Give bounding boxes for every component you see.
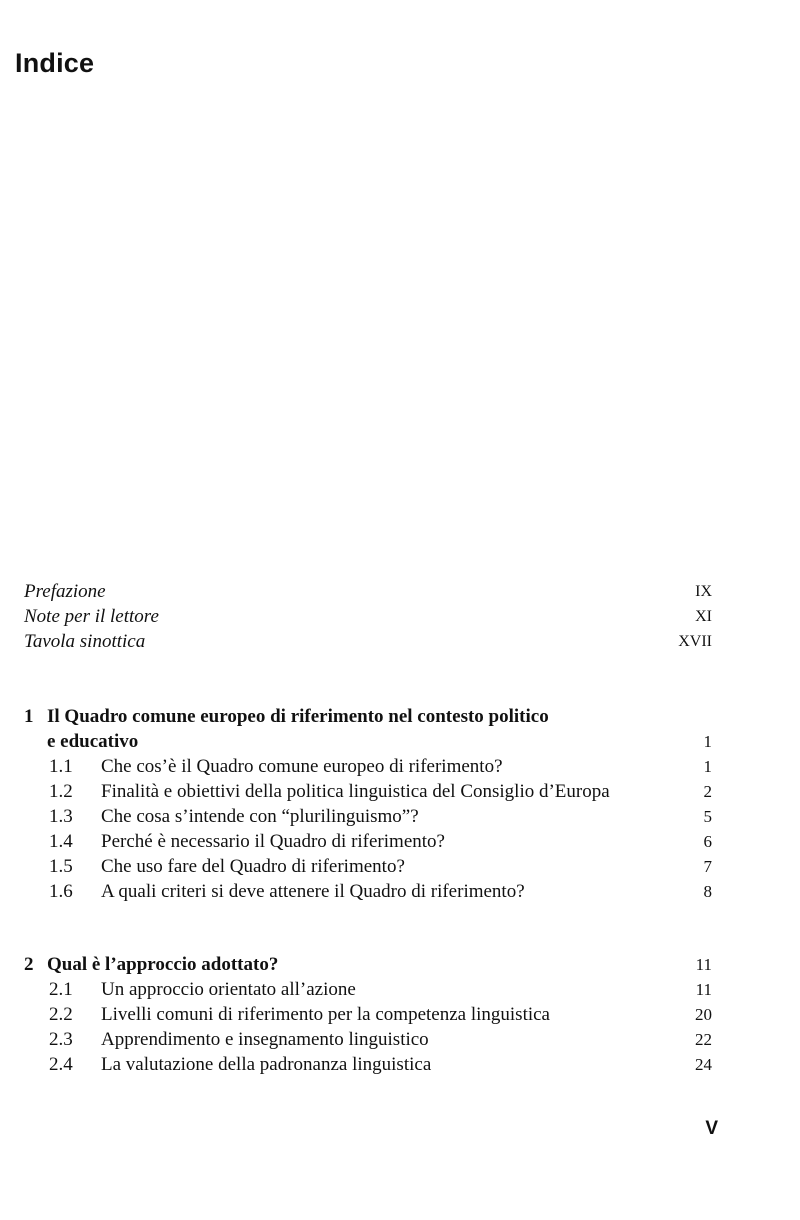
page-folio: V — [705, 1118, 718, 1139]
section-page: 22 — [695, 1030, 712, 1049]
chapter-title: Qual è l’approccio adottato? — [47, 954, 279, 975]
toc-section-2-1[interactable] — [0, 978, 800, 1002]
section-page: 24 — [695, 1055, 712, 1074]
section-title: Perché è necessario il Quadro di riferimento? — [101, 831, 445, 852]
toc-section-1-3[interactable] — [0, 805, 800, 829]
section-page: 6 — [703, 832, 712, 851]
section-page: 11 — [695, 980, 712, 999]
chapter-page: 1 — [703, 732, 712, 751]
toc-entry-title: Prefazione — [24, 581, 106, 602]
chapter-title: Il Quadro comune europeo di riferimento nel contesto politico — [47, 706, 549, 727]
section-title: Che cosa s’intende con “plurilinguismo”? — [101, 806, 419, 827]
toc-entry-title: Tavola sinottica — [24, 631, 146, 652]
section-title: Che uso fare del Quadro di riferimento? — [101, 856, 405, 877]
section-number: 1.2 — [49, 781, 73, 802]
chapter-page: 11 — [695, 955, 712, 974]
section-page: 7 — [703, 857, 712, 876]
toc-entry-page: XI — [695, 608, 712, 625]
toc-section-2-4[interactable] — [0, 1053, 800, 1077]
section-number: 2.3 — [49, 1029, 73, 1050]
section-page: 1 — [703, 757, 712, 776]
section-title: Che cos’è il Quadro comune europeo di riferimento? — [101, 756, 503, 777]
toc-section-2-2[interactable] — [0, 1003, 800, 1027]
toc-section-1-5[interactable] — [0, 855, 800, 879]
section-title: Livelli comuni di riferimento per la competenza linguistica — [101, 1004, 550, 1025]
section-number: 1.1 — [49, 756, 73, 777]
section-number: 2.1 — [49, 979, 73, 1000]
section-number: 1.4 — [49, 831, 73, 852]
toc-section-1-1[interactable] — [0, 755, 800, 779]
toc-section-1-6[interactable] — [0, 880, 800, 904]
toc-entry-page: XVII — [678, 633, 712, 650]
section-title: Finalità e obiettivi della politica linguistica del Consiglio d’Europa — [101, 781, 610, 802]
section-page: 2 — [703, 782, 712, 801]
toc-entry-title: Note per il lettore — [24, 606, 159, 627]
toc-chapter-2-heading[interactable] — [0, 953, 800, 977]
toc-section-1-2[interactable] — [0, 780, 800, 804]
section-number: 2.2 — [49, 1004, 73, 1025]
chapter-title-continued: e educativo — [47, 731, 139, 752]
section-number: 2.4 — [49, 1054, 73, 1075]
section-number: 1.5 — [49, 856, 73, 877]
toc-chapter-1-heading-continued[interactable] — [0, 730, 800, 754]
toc-chapter-1-heading[interactable] — [0, 705, 800, 729]
toc-section-1-4[interactable] — [0, 830, 800, 854]
chapter-number: 2 — [24, 954, 34, 975]
section-number: 1.3 — [49, 806, 73, 827]
section-title: La valutazione della padronanza linguistica — [101, 1054, 432, 1075]
section-title: A quali criteri si deve attenere il Quadro di riferimento? — [101, 881, 525, 902]
section-page: 8 — [703, 882, 712, 901]
section-title: Apprendimento e insegnamento linguistico — [101, 1029, 429, 1050]
toc-section-2-3[interactable] — [0, 1028, 800, 1052]
toc-entry-prefazione[interactable] — [0, 580, 800, 604]
toc-entry-note-per-il-lettore[interactable] — [0, 605, 800, 629]
section-title: Un approccio orientato all’azione — [101, 979, 356, 1000]
section-page: 5 — [703, 807, 712, 826]
section-page: 20 — [695, 1005, 712, 1024]
section-number: 1.6 — [49, 881, 73, 902]
toc-entry-tavola-sinottica[interactable] — [0, 630, 800, 654]
chapter-number: 1 — [24, 706, 34, 727]
toc-entry-page: IX — [695, 583, 712, 600]
page-title: Indice — [15, 48, 95, 78]
